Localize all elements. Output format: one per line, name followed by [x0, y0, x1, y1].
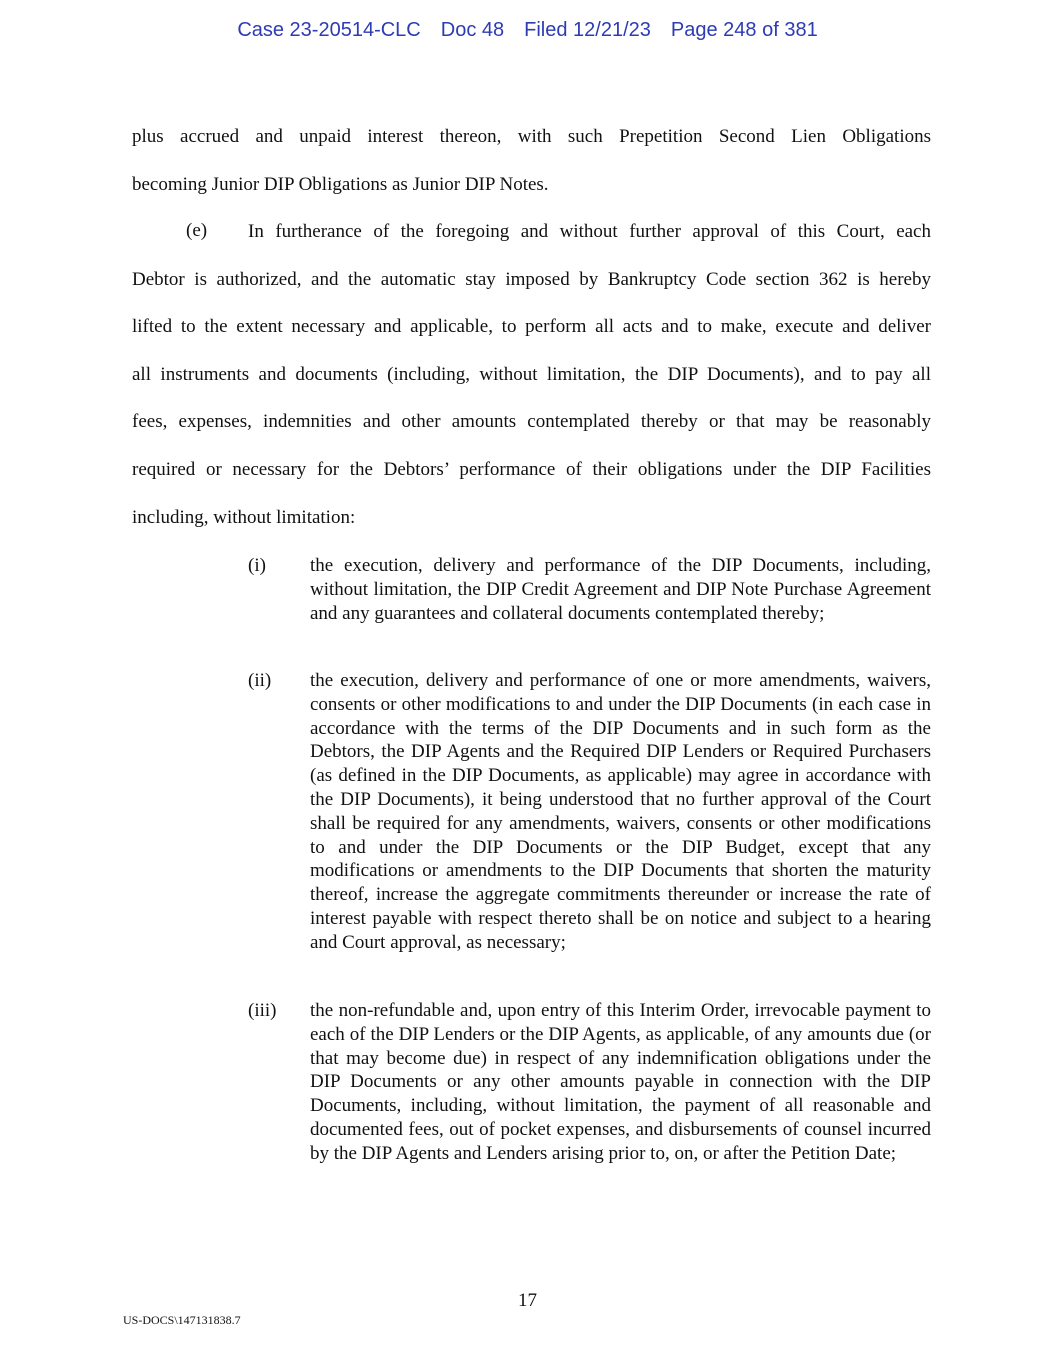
body-line: plus accrued and unpaid interest thereon, with such Prepetition Second Lien Obligations [132, 126, 931, 147]
page-number: 17 [518, 1290, 537, 1311]
body-line: Debtor is authorized, and the automatic stay imposed by Bankruptcy Code section 362 is hereby [132, 269, 931, 290]
document-id: US-DOCS\147131838.7 [123, 1313, 241, 1327]
list-item-text: the execution, delivery and performance of one or more amendments, waivers, consents or other modifications to and under the DIP Documents (in each case in accordance with the terms of the DIP Documents and in such form as the Debtors, the DIP Agents and the Required DIP Lenders or Required Purchasers (as defined in the DIP Documents, as applicable) may agree in accordance with the DIP Documents), it being understood that no further approval of the Court shall be required for any amendments, waivers, consents or other modifications to and under the DIP Documents or the DIP Budget, except that any modifications or amendments to the DIP Documents that shorten the maturity thereof, increase the aggregate commitments thereunder or increase the rate of interest payable with respect thereto shall be on notice and subject to a hearing and Court approval, as necessary; [310, 670, 931, 953]
body-line: becoming Junior DIP Obligations as Junior DIP Notes. [132, 174, 549, 195]
body-line: including, without limitation: [132, 507, 356, 528]
doc-number: Doc 48 [440, 19, 505, 41]
paragraph-label: (e) [186, 220, 208, 241]
list-item-text: the execution, delivery and performance of the DIP Documents, including, without limitation, the DIP Credit Agreement and DIP Note Purchase Agreement and any guarantees and collateral documents contemplated thereby; [310, 555, 931, 624]
body-line: all instruments and documents (including, without limitation, the DIP Documents), and to pay all [132, 364, 931, 385]
list-item-label: (iii) [248, 1000, 277, 1021]
body-line: lifted to the extent necessary and applicable, to perform all acts and to make, execute and deliver [132, 316, 931, 337]
page-count: Page 248 of 381 [670, 19, 818, 41]
body-line: fees, expenses, indemnities and other amounts contemplated thereby or that may be reasonably [132, 411, 931, 432]
case-number: Case 23-20514-CLC [237, 19, 421, 41]
list-item-label: (i) [248, 555, 266, 576]
case-header [0, 19, 1055, 42]
filed-date: Filed 12/21/23 [524, 19, 651, 41]
list-item-text: the non-refundable and, upon entry of this Interim Order, irrevocable payment to each of the DIP Lenders or the DIP Agents, as applicable, of any amounts due (or that may become due) in respect of any indemnification obligations under the DIP Documents or any other amounts payable in connection with the DIP Documents, including, without limitation, the payment of all reasonable and documented fees, out of pocket expenses, and disbursements of counsel incurred by the DIP Agents and Lenders arising prior to, on, or after the Petition Date; [310, 1000, 931, 1164]
body-line: In furtherance of the foregoing and without further approval of this Court, each [248, 221, 931, 242]
body-line: required or necessary for the Debtors’ performance of their obligations under the DIP Facilities [132, 459, 931, 480]
list-item-label: (ii) [248, 670, 272, 691]
